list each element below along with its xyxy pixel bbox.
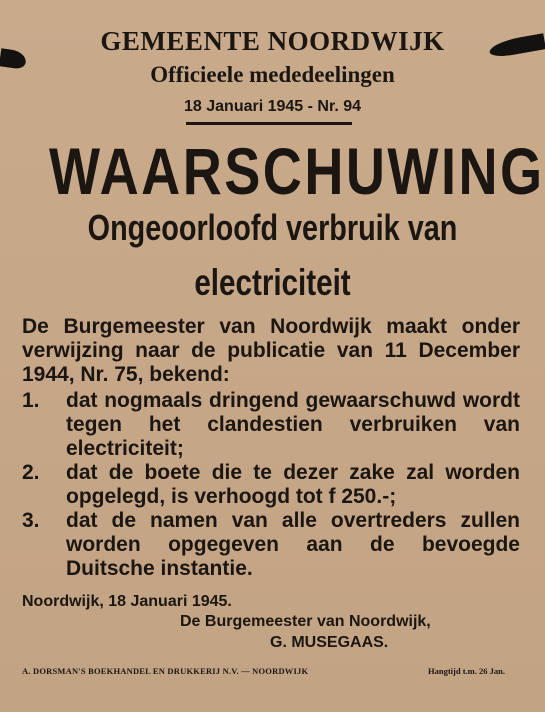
- warning-title: WAARSCHUWING: [49, 134, 545, 208]
- list-item: [22, 509, 520, 581]
- printer-credit: A. DORSMAN'S BOEKHANDEL EN DRUKKERIJ N.V. — NOORDWIJK: [22, 666, 309, 676]
- posting-period: Hangtijd t.m. 26 Jan.: [428, 666, 505, 676]
- list-item: [22, 461, 520, 509]
- date-number-line: 18 Januari 1945 - Nr. 94: [184, 98, 361, 115]
- list-item: [22, 389, 520, 461]
- signature-title: De Burgemeester van Noordwijk,: [180, 613, 431, 630]
- official-notices-heading: Officieele mededeelingen: [150, 62, 395, 87]
- subtitle-line-1: Ongeoorloofd verbruik van: [87, 207, 458, 248]
- list-item-number: 1.: [22, 389, 40, 412]
- divider-rule: [186, 122, 352, 125]
- subtitle-line-2: electriciteit: [194, 262, 351, 303]
- list-item-number: 2.: [22, 461, 40, 484]
- list-item-text: dat de namen van alle overtreders zullen worden opgegeven aan de bevoegde Duitsche instantie.: [66, 509, 520, 580]
- intro-paragraph: De Burgemeester van Noordwijk maakt onder verwijzing naar de publicatie van 11 December 1944, Nr. 75, bekend:: [22, 315, 520, 386]
- place-date: Noordwijk, 18 Januari 1945.: [22, 593, 232, 610]
- notice-list: [22, 389, 520, 581]
- signature-name: G. MUSEGAAS.: [270, 634, 389, 651]
- list-item-number: 3.: [22, 509, 40, 532]
- list-item-text: dat de boete die te dezer zake zal worden opgelegd, is verhoogd tot f 250.-;: [66, 461, 520, 508]
- municipality-heading: GEMEENTE NOORDWIJK: [100, 26, 445, 56]
- list-item-text: dat nogmaals dringend gewaarschuwd wordt tegen het clandestien verbruiken van electriciteit;: [66, 389, 520, 460]
